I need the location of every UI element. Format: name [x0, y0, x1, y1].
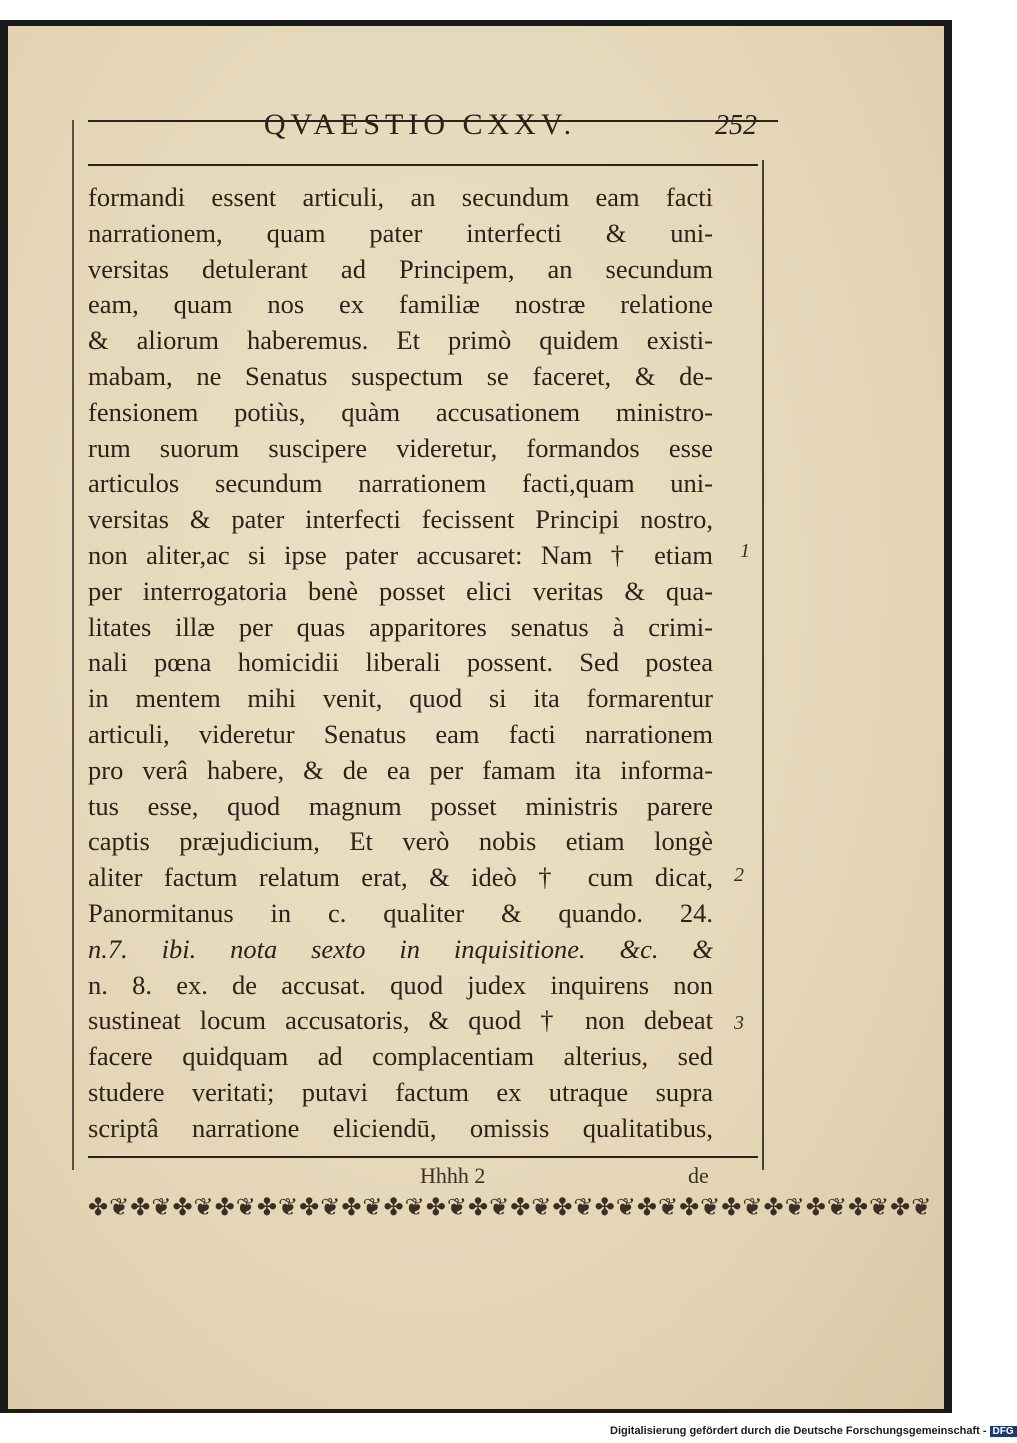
- text-line: n. 8. ex. de accusat. quod judex inquirens non: [88, 969, 713, 1000]
- text-line: aliter factum relatum erat, & ideò † cum dicat,: [88, 862, 713, 893]
- bottom-rule: [88, 1156, 758, 1158]
- text-line: facere quidquam ad complacentiam alterius, sed: [88, 1041, 713, 1072]
- text-line: Panormitanus in c. qualiter & quando. 24.: [88, 897, 713, 928]
- text-line: studere veritati; putavi factum ex utraque supra: [88, 1076, 713, 1107]
- text-line: scriptâ narratione eliciendū, omissis qualitatibus,: [88, 1112, 713, 1143]
- page-number: 252: [715, 110, 757, 141]
- ornament-border: ✤❦✤❦✤❦✤❦✤❦✤❦✤❦✤❦✤❦✤❦✤❦✤❦✤❦✤❦✤❦✤❦✤❦✤❦✤❦✤❦: [88, 1195, 933, 1221]
- catchword: de: [688, 1163, 709, 1188]
- running-title: QVAESTIO CXXV.: [263, 108, 577, 141]
- text-line: non aliter,ac si ipse pater accusaret: Nam † etiam: [88, 539, 713, 570]
- text-line: formandi essent articuli, an secundum eam facti: [88, 182, 713, 212]
- text-line: pro verâ habere, & de ea per famam ita informa-: [88, 754, 713, 785]
- text-line: versitas detulerant ad Principem, an secundum: [88, 253, 713, 284]
- credit-text: Digitalisierung gefördert durch die Deutsche Forschungsgemeinschaft -: [610, 1425, 987, 1437]
- text-line: sustineat locum accusatoris, & quod † non debeat: [88, 1005, 713, 1036]
- text-line: articulos secundum narrationem facti,quam uni-: [88, 468, 713, 499]
- text-line: litates illæ per quas apparitores senatus à crimi-: [88, 611, 713, 642]
- main-text: [88, 180, 713, 1147]
- margin-note: 1: [740, 540, 750, 562]
- text-line: in mentem mihi venit, quod si ita formarentur: [88, 683, 713, 714]
- margin-note: 2: [734, 864, 744, 886]
- text-line: narrationem, quam pater interfecti & uni-: [88, 217, 713, 248]
- header-rule: [88, 164, 758, 166]
- text-line: per interrogatoria benè posset elici veritas & qua-: [88, 575, 713, 606]
- left-rule: [72, 120, 74, 1170]
- right-rule: [762, 160, 764, 1170]
- text-line: & aliorum haberemus. Et primò quidem existi-: [88, 325, 713, 356]
- text-line: fensionem potiùs, quàm accusationem ministro-: [88, 396, 713, 427]
- text-line: rum suorum suscipere videretur, formandos esse: [88, 432, 713, 463]
- digitization-credit: [610, 1425, 1017, 1437]
- text-line: nali pœna homicidii liberali possent. Sed postea: [88, 647, 713, 678]
- text-line: mabam, ne Senatus suspectum se faceret, & de-: [88, 360, 713, 391]
- text-line: versitas & pater interfecti fecissent Principi nostro,: [88, 504, 713, 535]
- text-line: eam, quam nos ex familiæ nostræ relatione: [88, 289, 713, 320]
- text-line: n.7. ibi. nota sexto in inquisitione. &c. &: [88, 933, 713, 964]
- text-line: tus esse, quod magnum posset ministris parere: [88, 790, 713, 821]
- margin-note: 3: [734, 1012, 744, 1034]
- text-line: captis præjudicium, Et verò nobis etiam longè: [88, 826, 713, 857]
- dfg-logo: DFG: [990, 1426, 1017, 1437]
- page-header: [90, 108, 770, 158]
- text-line: articuli, videretur Senatus eam facti narrationem: [88, 718, 713, 749]
- signature-mark: Hhhh 2: [420, 1163, 486, 1188]
